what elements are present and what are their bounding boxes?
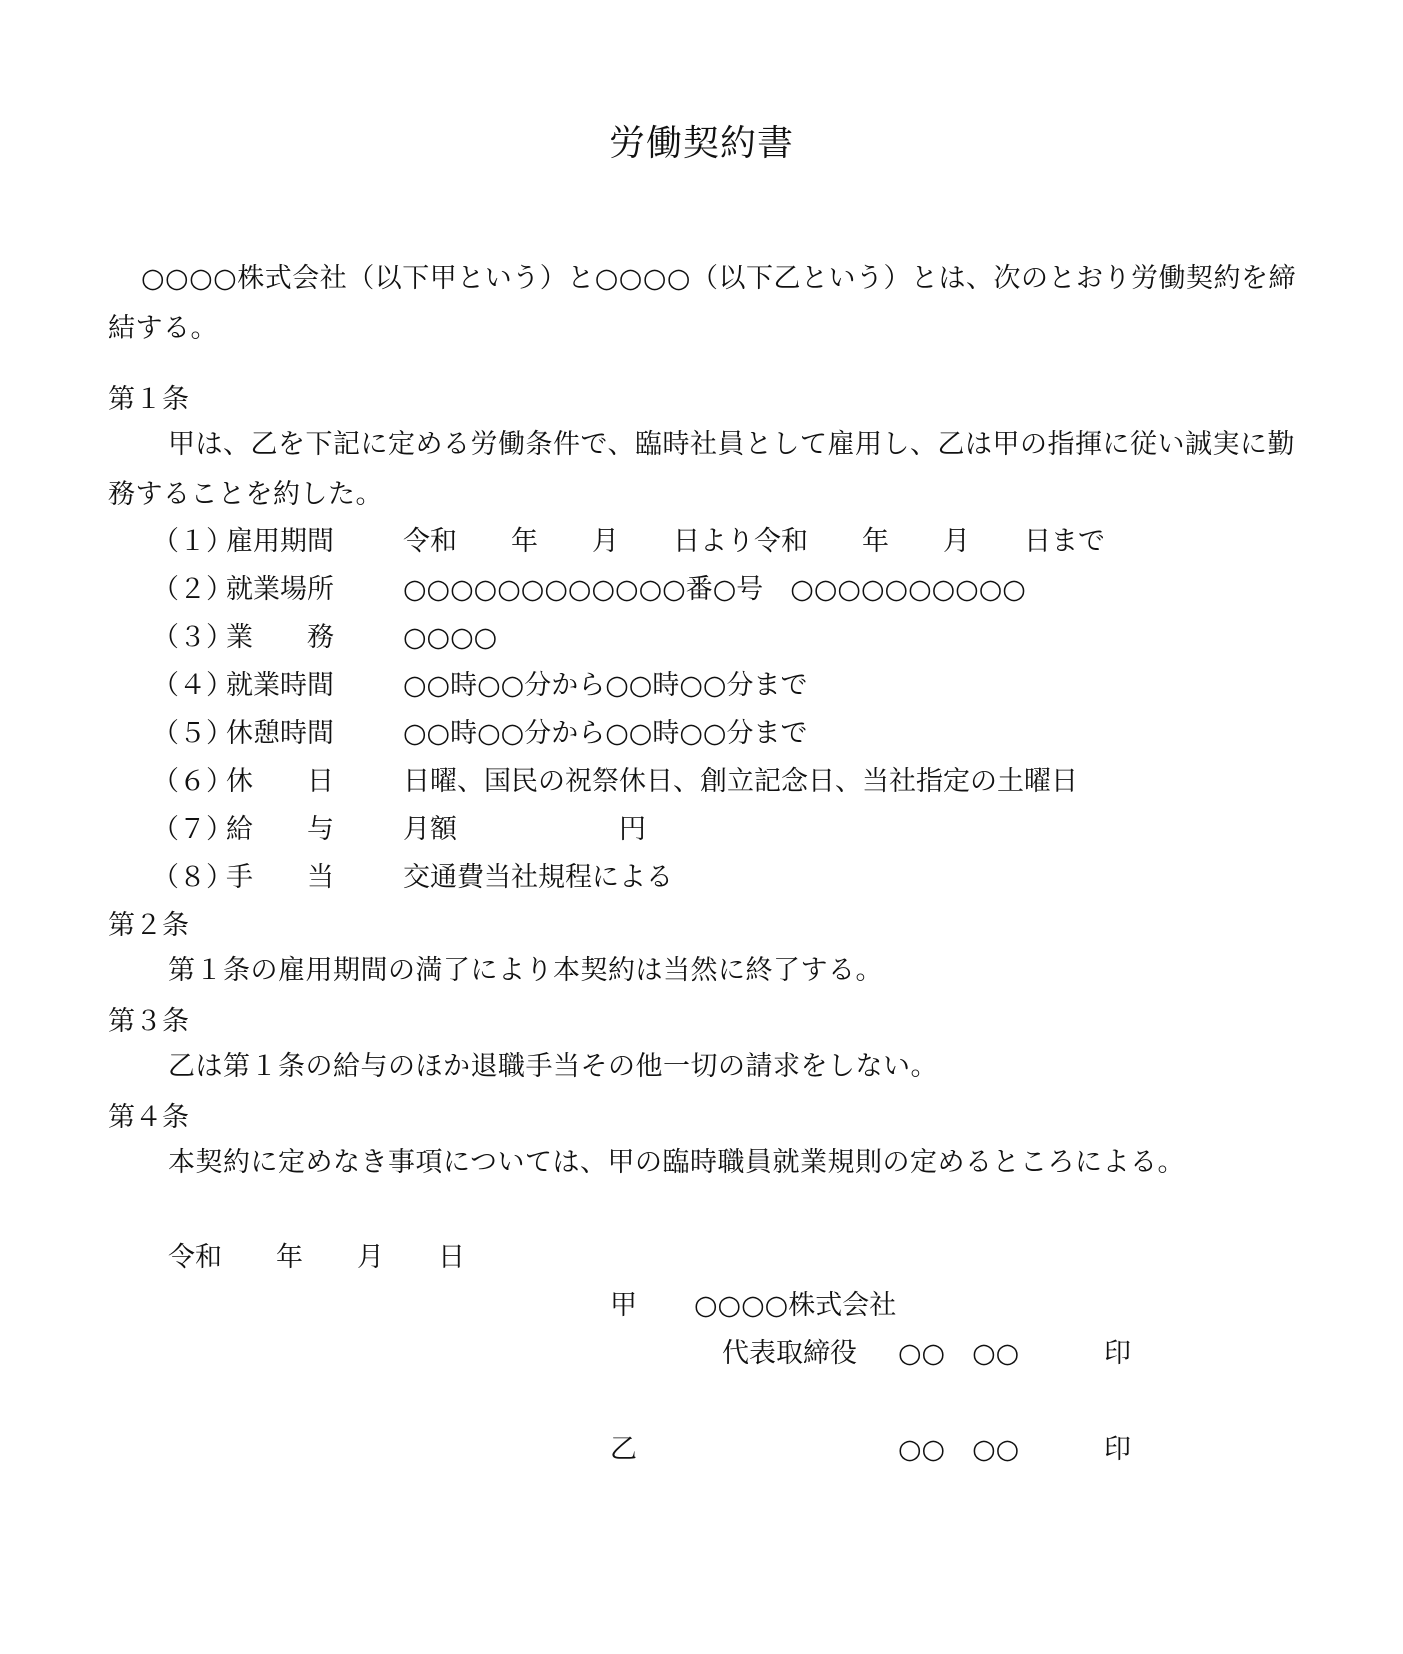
- item-value: 令和 年 月 日より令和 年 月 日まで: [403, 526, 1105, 557]
- contract-date: 令和 年 月 日: [168, 1242, 465, 1273]
- item-value: 月額 円: [403, 814, 646, 845]
- item-value: 交通費当社規程による: [403, 862, 673, 893]
- party-b-label: 乙: [610, 1434, 637, 1465]
- intro-paragraph: ○○○○株式会社（以下甲という）と○○○○（以下乙という）とは、次のとおり労働契約を締結する。: [108, 263, 1296, 344]
- article-2-body: 第１条の雇用期間の満了により本契約は当然に終了する。: [168, 955, 883, 986]
- party-a-label: 甲: [610, 1290, 637, 1321]
- article-2-heading: 第２条: [108, 910, 189, 941]
- article-1-heading: 第１条: [108, 384, 189, 415]
- item-number: （６）: [152, 766, 233, 797]
- item-number: （３）: [152, 622, 233, 653]
- party-a-company: ○○○○株式会社: [694, 1290, 897, 1321]
- article-1-body: 甲は、乙を下記に定める労働条件で、臨時社員として雇用し、乙は甲の指揮に従い誠実に勤務することを約した。: [108, 429, 1295, 510]
- item-label: 就業時間: [226, 670, 334, 701]
- item-value: 日曜、国民の祝祭休日、創立記念日、当社指定の土曜日: [403, 766, 1078, 797]
- party-b-name: ○○ ○○: [898, 1434, 1020, 1465]
- item-number: （８）: [152, 862, 233, 893]
- article-4-body: 本契約に定めなき事項については、甲の臨時職員就業規則の定めるところによる。: [168, 1147, 1185, 1178]
- item-label: 手 当: [226, 862, 334, 893]
- item-label: 給 与: [226, 814, 334, 845]
- item-number: （１）: [152, 526, 233, 557]
- article-3-heading: 第３条: [108, 1006, 189, 1037]
- party-b-seal: 印: [1104, 1434, 1131, 1465]
- item-number: （２）: [152, 574, 233, 605]
- item-label: 雇用期間: [226, 526, 334, 557]
- article-4-heading: 第４条: [108, 1102, 189, 1133]
- party-a-seal: 印: [1104, 1338, 1131, 1369]
- item-value: ○○時○○分から○○時○○分まで: [403, 670, 808, 701]
- party-a-title: 代表取締役: [722, 1338, 857, 1369]
- item-label: 就業場所: [226, 574, 334, 605]
- party-a-name: ○○ ○○: [898, 1338, 1020, 1369]
- item-number: （７）: [152, 814, 233, 845]
- article-3-body: 乙は第１条の給与のほか退職手当その他一切の請求をしない。: [168, 1051, 938, 1082]
- item-value: ○○○○○○○○○○○○番○号 ○○○○○○○○○○: [403, 574, 1026, 605]
- item-value: ○○○○: [403, 622, 498, 653]
- item-label: 休憩時間: [226, 718, 334, 749]
- item-label: 休 日: [226, 766, 334, 797]
- item-value: ○○時○○分から○○時○○分まで: [403, 718, 808, 749]
- item-label: 業 務: [226, 622, 334, 653]
- item-number: （５）: [152, 718, 233, 749]
- item-number: （４）: [152, 670, 233, 701]
- document-title: 労働契約書: [608, 123, 794, 164]
